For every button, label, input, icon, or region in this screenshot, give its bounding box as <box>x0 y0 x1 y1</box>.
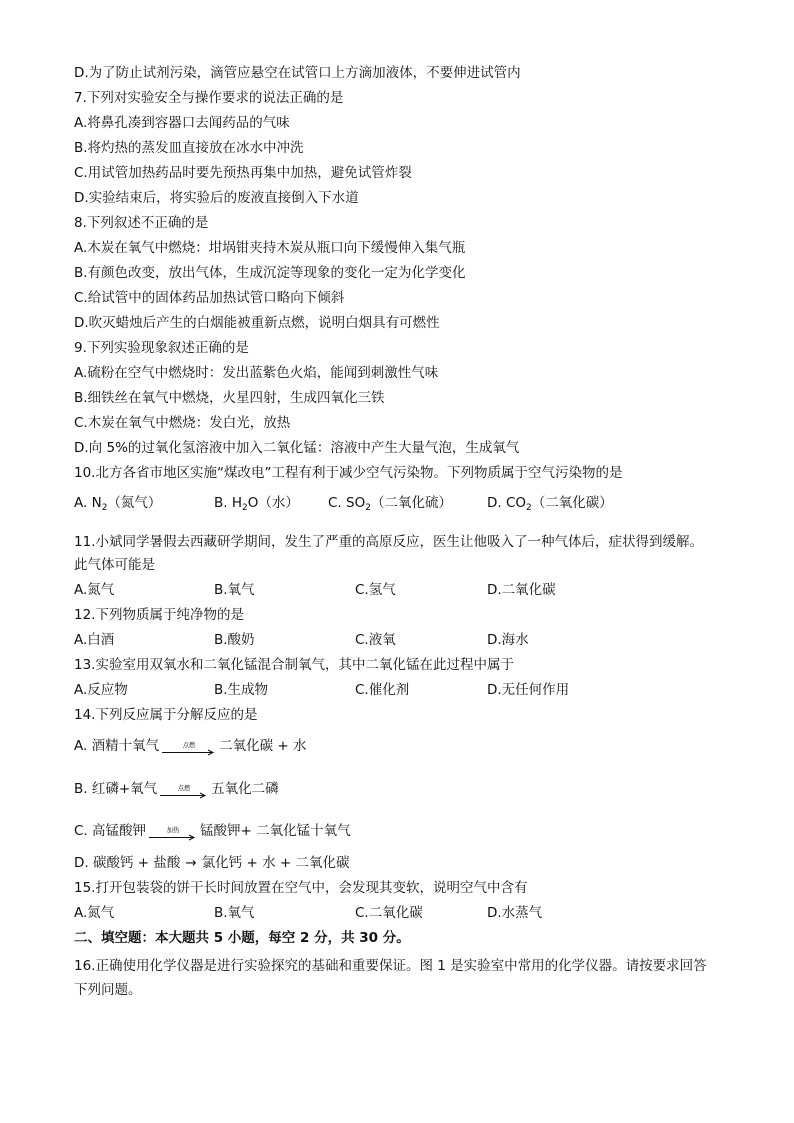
q14-b-reactants: B. 红磷+氧气 <box>74 781 158 797</box>
q10-b-subscript: 2 <box>242 503 248 513</box>
q8-stem: 8.下列叙述不正确的是 <box>74 215 209 231</box>
q7-option-c: C.用试管加热药品时要先预热再集中加热，避免试管炸裂 <box>74 165 412 181</box>
reaction-arrow-icon <box>162 741 216 756</box>
q11-stem-line1: 11.小斌同学暑假去西藏研学期间，发生了严重的高原反应，医生让他吸入了一种气体后，症状得到缓解。 <box>74 534 703 550</box>
q10-d-subscript: 2 <box>526 503 532 513</box>
reaction-arrow-icon <box>149 826 197 841</box>
q13-option-b: B.生成物 <box>214 682 269 698</box>
q12-option-b: B.酸奶 <box>214 632 255 648</box>
q8-option-d: D.吹灭蜡烛后产生的白烟能被重新点燃，说明白烟具有可燃性 <box>74 315 440 331</box>
q7-option-d: D.实验结束后，将实验后的废液直接倒入下水道 <box>74 190 359 206</box>
q10-option-a <box>74 494 161 517</box>
q14-a-reactants: A. 酒精十氧气 <box>74 738 160 754</box>
q7-option-a: A.将鼻孔凑到容器口去闻药品的气味 <box>74 115 290 131</box>
q9-stem: 9.下列实验现象叙述正确的是 <box>74 340 249 356</box>
q10-b-name: O（水） <box>247 495 299 511</box>
q12-option-c: C.液氧 <box>355 632 396 648</box>
q14-c-reactants: C. 高锰酸钾 <box>74 823 147 839</box>
section-heading: 二、填空题：本大题共 5 小题，每空 2 分，共 30 分。 <box>74 930 410 946</box>
q8-option-a: A.木炭在氧气中燃烧：坩埚钳夹持木炭从瓶口向下缓慢伸入集气瓶 <box>74 240 466 256</box>
q13-option-c: C.催化剂 <box>355 682 410 698</box>
q10-stem: 10.北方各省市地区实施“煤改电”工程有利于减少空气污染物。下列物质属于空气污染物的是 <box>74 465 623 481</box>
q14-b-products: 五氧化二磷 <box>211 781 279 797</box>
q10-a-subscript: 2 <box>101 503 108 513</box>
q11-option-c: C.氢气 <box>355 582 396 598</box>
q11-option-b: B.氧气 <box>214 582 255 598</box>
q15-option-c: C.二氧化碳 <box>355 905 423 921</box>
q9-option-c: C.木炭在氧气中燃烧：发白光，放热 <box>74 415 291 431</box>
q14-stem: 14.下列反应属于分解反应的是 <box>74 707 258 723</box>
q16-stem-line1: 16.正确使用化学仪器是进行实验探究的基础和重要保证。图 1 是实验室中常用的化学仪器。请按要求回答 <box>74 958 707 974</box>
q10-c-name: （二氧化硫） <box>370 495 452 511</box>
q16-stem-line2: 下列问题。 <box>74 982 142 998</box>
q7-stem: 7.下列对实验安全与操作要求的说法正确的是 <box>74 90 344 106</box>
q14-b-condition: 点燃 <box>177 784 191 792</box>
q13-option-d: D.无任何作用 <box>487 682 570 698</box>
q10-c-subscript: 2 <box>365 503 371 513</box>
q14-a-products: 二氧化碳 + 水 <box>219 738 307 754</box>
q14-option-b <box>74 779 279 799</box>
q14-d-products: 氯化钙 + 水 + 二氧化碳 <box>201 855 350 871</box>
q15-option-d: D.水蒸气 <box>487 905 543 921</box>
q11-option-d: D.二氧化碳 <box>487 582 556 598</box>
q14-option-a <box>74 736 307 756</box>
q12-stem: 12.下列物质属于纯净物的是 <box>74 607 244 623</box>
q11-stem-line2: 此气体可能是 <box>74 557 155 573</box>
q10-c-formula: C. SO <box>328 495 366 511</box>
q10-option-d <box>487 494 613 517</box>
q10-option-b <box>214 494 299 517</box>
q8-option-b: B.有颜色改变，放出气体，生成沉淀等现象的变化一定为化学变化 <box>74 265 466 281</box>
q14-option-d <box>74 853 349 873</box>
q10-d-name: （二氧化碳） <box>531 495 613 511</box>
q10-a-formula: A. N <box>74 495 102 511</box>
q9-option-d: D.向 5%的过氧化氢溶液中加入二氧化锰：溶液中产生大量气泡，生成氧气 <box>74 440 520 456</box>
q14-d-reactants: D. 碳酸钙 + 盐酸 <box>74 855 181 871</box>
q9-option-b: B.细铁丝在氧气中燃烧，火星四射，生成四氧化三铁 <box>74 390 385 406</box>
q10-a-name: （氮气） <box>107 495 162 511</box>
q13-option-a: A.反应物 <box>74 682 128 698</box>
q6-option-d: D.为了防止试剂污染，滴管应悬空在试管口上方滴加液体，不要伸进试管内 <box>74 65 521 81</box>
right-arrow-icon: → <box>185 855 197 871</box>
q15-stem: 15.打开包装袋的饼干长时间放置在空气中，会发现其变软，说明空气中含有 <box>74 880 528 896</box>
q14-c-condition: 加热 <box>166 826 180 834</box>
q12-option-a: A.白酒 <box>74 632 115 648</box>
q14-option-c <box>74 821 351 841</box>
q9-option-a: A.硫粉在空气中燃烧时：发出蓝紫色火焰，能闻到刺激性气味 <box>74 365 439 381</box>
q13-stem: 13.实验室用双氧水和二氧化锰混合制氧气，其中二氧化锰在此过程中属于 <box>74 657 514 673</box>
reaction-arrow-icon <box>160 784 208 799</box>
q10-b-formula: B. H <box>214 495 242 511</box>
q8-option-c: C.给试管中的固体药品加热试管口略向下倾斜 <box>74 290 345 306</box>
q10-option-c <box>328 494 452 517</box>
q15-option-b: B.氧气 <box>214 905 255 921</box>
q15-option-a: A.氮气 <box>74 905 115 921</box>
q12-option-d: D.海水 <box>487 632 529 648</box>
q7-option-b: B.将灼热的蒸发皿直接放在冰水中冲洗 <box>74 140 304 156</box>
q11-option-a: A.氮气 <box>74 582 115 598</box>
q14-a-condition: 点燃 <box>182 741 196 749</box>
q10-d-formula: D. CO <box>487 495 527 511</box>
q14-c-products: 锰酸钾+ 二氧化锰十氧气 <box>200 823 351 839</box>
